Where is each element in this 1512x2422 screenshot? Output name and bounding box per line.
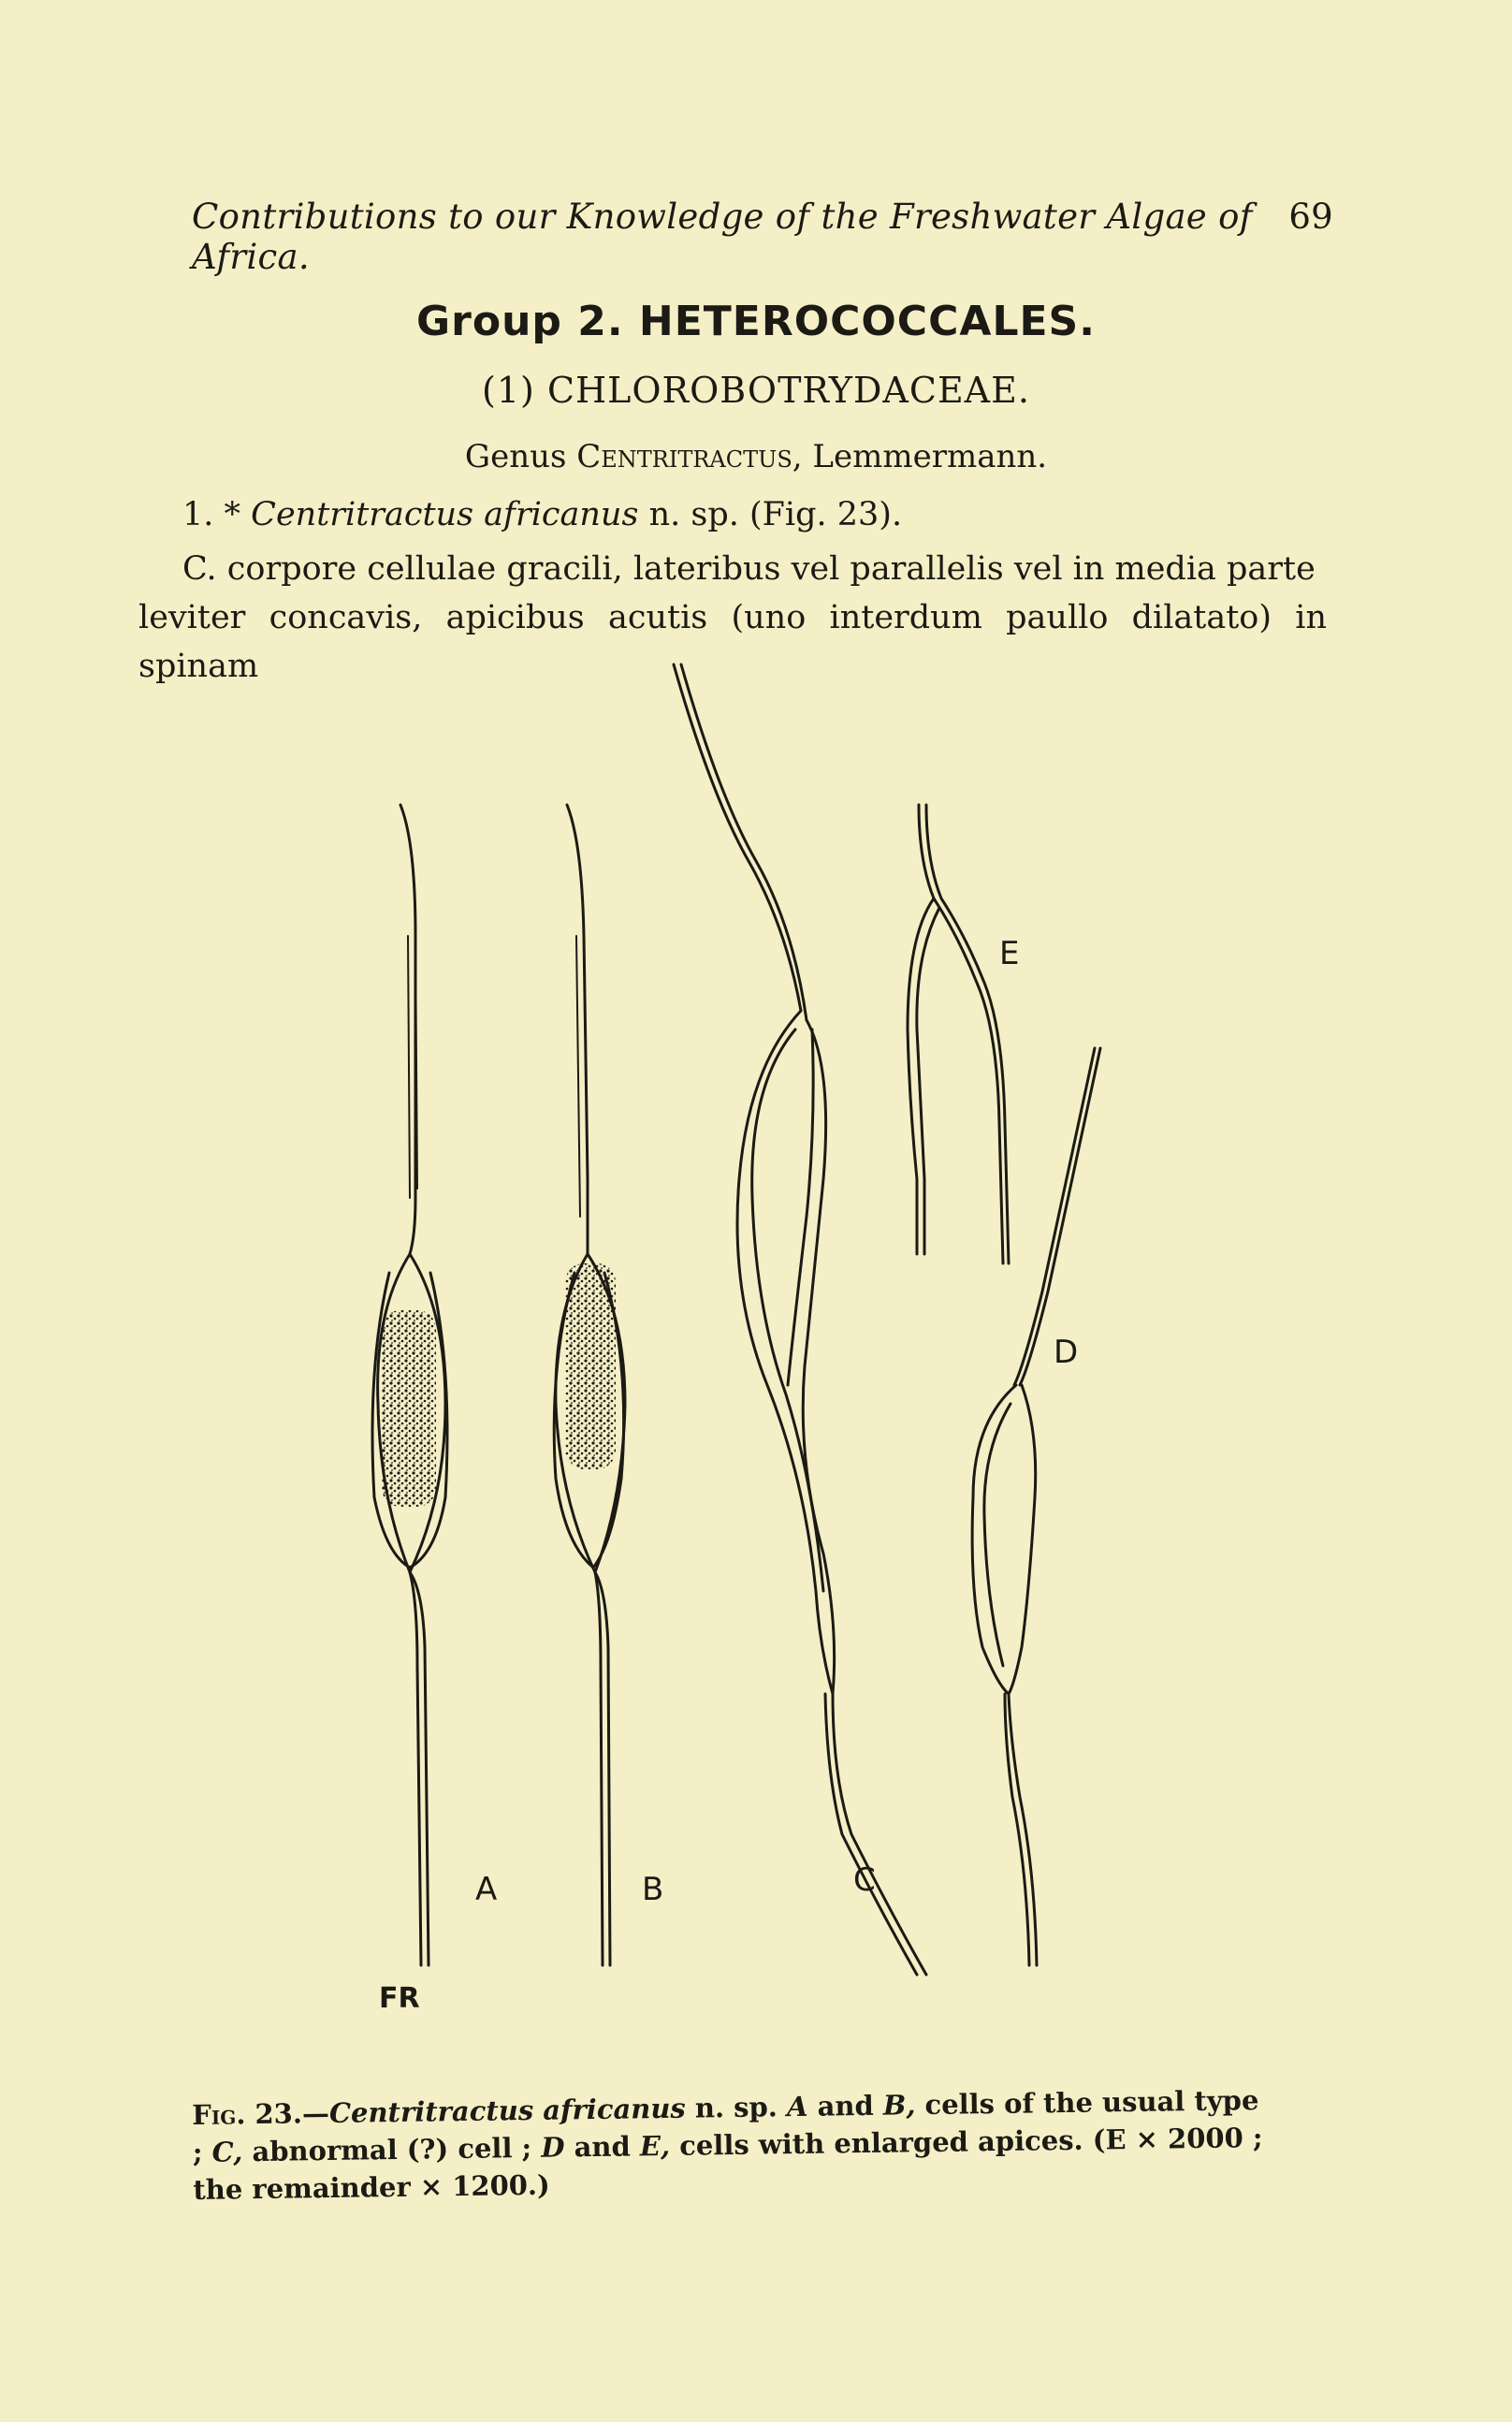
label-e: E bbox=[999, 935, 1020, 972]
species-name: Centritractus africanus bbox=[251, 496, 639, 533]
figure-23-drawing bbox=[0, 655, 1512, 2115]
page-number: 69 bbox=[1288, 197, 1333, 237]
figure-caption bbox=[192, 2081, 1270, 2209]
cell-b-chromatophore bbox=[565, 1263, 616, 1469]
cell-a-drawing bbox=[372, 805, 447, 1965]
caption-text-1: n. sp. bbox=[694, 2091, 778, 2124]
caption-b: B, bbox=[882, 2089, 916, 2122]
family-title: (1) CHLOROBOTRYDACEAE. bbox=[482, 370, 1030, 411]
species-suffix: n. sp. (Fig. 23). bbox=[648, 496, 903, 533]
label-c: C bbox=[853, 1861, 876, 1899]
cell-d-drawing bbox=[972, 1048, 1100, 1965]
genus-prefix: Genus bbox=[464, 438, 567, 475]
caption-e: E, bbox=[639, 2129, 671, 2163]
caption-c: C, bbox=[211, 2136, 243, 2168]
caption-magnification: (E × 2000 ; the remainder × 1200.) bbox=[193, 2122, 1263, 2206]
caption-text-4: cells with enlarged apices. bbox=[678, 2123, 1083, 2162]
label-a: A bbox=[475, 1871, 498, 1908]
species-heading bbox=[182, 496, 902, 533]
caption-and-1: and bbox=[817, 2089, 874, 2123]
group-title: Group 2. HETEROCOCCALES. bbox=[416, 298, 1096, 345]
signature-mark: FR bbox=[379, 1982, 420, 2015]
label-b: B bbox=[642, 1871, 664, 1908]
running-head-title: Contributions to our Knowledge of the Freshwater Algae of Africa. bbox=[192, 197, 1253, 277]
caption-and-2: and bbox=[574, 2130, 632, 2164]
running-head bbox=[192, 197, 1333, 277]
caption-text-3: abnormal (?) cell ; bbox=[252, 2131, 532, 2168]
genus-heading bbox=[0, 438, 1512, 475]
caption-species: Centritractus africanus bbox=[328, 2092, 686, 2129]
caption-dash: — bbox=[301, 2096, 330, 2130]
caption-text-2: cells of the usual type ; bbox=[192, 2084, 1259, 2168]
caption-a: A bbox=[786, 2090, 808, 2123]
label-d: D bbox=[1054, 1334, 1079, 1371]
cell-c-drawing bbox=[674, 664, 926, 1975]
caption-d: D bbox=[541, 2131, 565, 2164]
species-number: 1. * bbox=[182, 496, 241, 533]
diagnosis-line-1: C. corpore cellulae gracili, lateribus vel parallelis vel in media parte bbox=[182, 550, 1316, 588]
caption-fig: Fig. 23. bbox=[192, 2097, 303, 2131]
cell-b-drawing bbox=[554, 805, 625, 1965]
genus-authority: Lemmermann. bbox=[812, 438, 1048, 475]
cell-a-chromatophore bbox=[382, 1310, 436, 1507]
cell-e-drawing bbox=[908, 805, 1009, 1263]
genus-name: Centritractus, bbox=[576, 438, 803, 475]
diagnosis-line-2: leviter concavis, apicibus acutis (uno interdum paullo dilatato) in spinam bbox=[138, 599, 1327, 685]
